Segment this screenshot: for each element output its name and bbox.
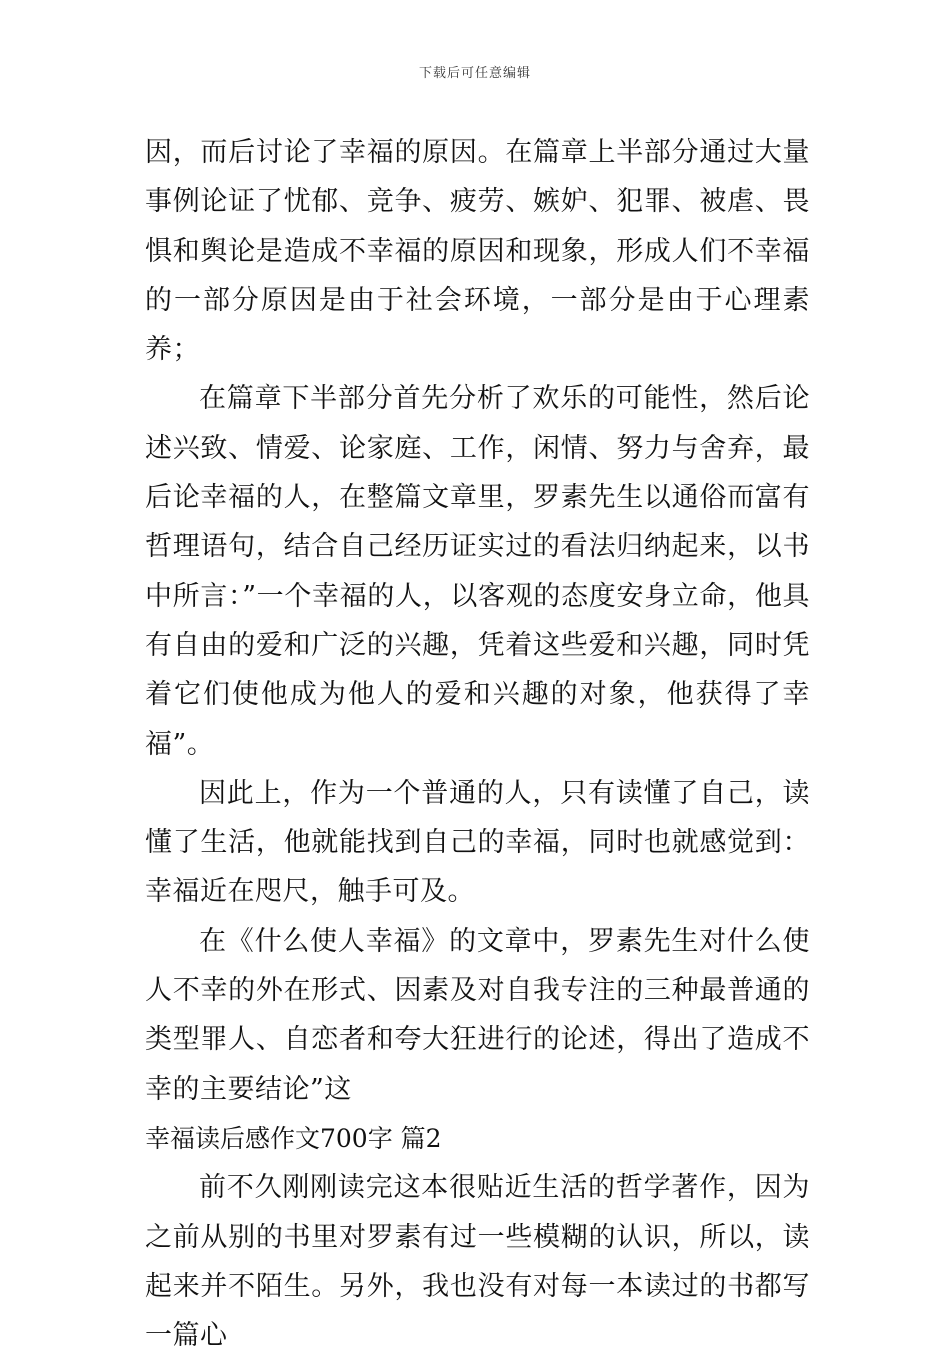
document-body (145, 128, 810, 1360)
paragraph-3: 因此上，作为一个普通的人，只有读懂了自己，读懂了生活，他就能找到自己的幸福，同时也就感觉到：幸福近在咫尺，触手可及。 (145, 777, 810, 908)
paragraph-5: 前不久刚刚读完这本很贴近生活的哲学著作，因为之前从别的书里对罗素有过一些模糊的认识，所以，读起来并不陌生。另外，我也没有对每一本读过的书都写一篇心 (145, 1172, 810, 1352)
paragraph-4: 在《什么使人幸福》的文章中，罗素先生对什么使人不幸的外在形式、因素及对自我专注的三种最普通的类型罪人、自恋者和夸大狂进行的论述，得出了造成不幸的主要结论”这 (145, 925, 810, 1105)
paragraph-1: 因，而后讨论了幸福的原因。在篇章上半部分通过大量事例论证了忧郁、竞争、疲劳、嫉妒、犯罪、被虐、畏惧和舆论是造成不幸福的原因和现象，形成人们不幸福的一部分原因是由于社会环境，一部分是由于心理素养； (145, 137, 810, 366)
section-title: 幸福读后感作文700字 篇2 (145, 1123, 442, 1153)
page-header: 下载后可任意编辑 (418, 66, 531, 81)
paragraph-2: 在篇章下半部分首先分析了欢乐的可能性，然后论述兴致、情爱、论家庭、工作，闲情、努力与舍弃，最后论幸福的人，在整篇文章里，罗素先生以通俗而富有哲理语句，结合自己经历证实过的看法归纳起来，以书中所言：”一个幸福的人，以客观的态度安身立命，他具有自由的爱和广泛的兴趣，凭着这些爱和兴趣，同时凭着它们使他成为他人的爱和兴趣的对象，他获得了幸福”。 (145, 383, 810, 760)
